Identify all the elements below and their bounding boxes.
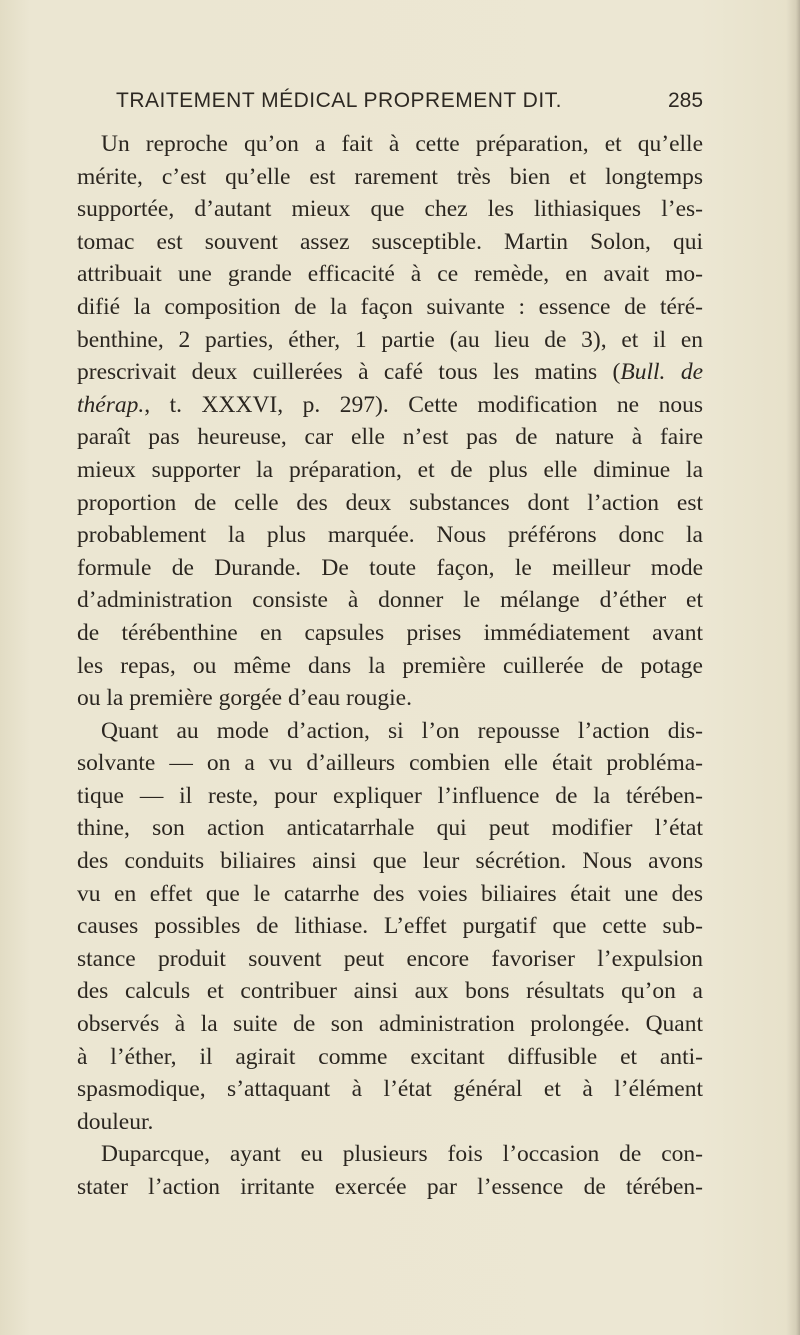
- body-text: [77, 128, 703, 1204]
- journal-reference: Bull. de: [620, 359, 704, 386]
- text-line: stance produit souvent peut encore favoriser l’expulsion: [77, 945, 703, 972]
- text-line: Quant au mode d’action, si l’on repousse l’action dis-: [101, 717, 703, 744]
- text-line: tomac est souvent assez susceptible. Martin Solon, qui: [77, 228, 703, 255]
- text-line: Un reproche qu’on a fait à cette préparation, et qu’elle: [101, 131, 703, 157]
- text-line-with-reference: [77, 389, 703, 422]
- text-line: à l’éther, il agirait comme excitant diffusible et anti-: [77, 1043, 703, 1070]
- page-edge-shadow: [786, 0, 800, 1335]
- text-line: proportion de celle des deux substances dont l’action est: [77, 489, 703, 516]
- text-line-with-reference: [77, 356, 703, 389]
- text-line: paraît pas heureuse, car elle n’est pas de nature à faire: [77, 424, 703, 451]
- text-line: benthine, 2 parties, éther, 1 partie (au lieu de 3), et il en: [77, 326, 703, 353]
- text-line: des conduits biliaires ainsi que leur sécrétion. Nous avons: [77, 848, 703, 875]
- text-line: de térébenthine en capsules prises immédiatement avant: [77, 619, 703, 646]
- text-line: probablement la plus marquée. Nous préférons donc la: [77, 522, 703, 549]
- running-head-title: TRAITEMENT MÉDICAL PROPREMENT DIT.: [116, 89, 562, 112]
- text-line: stater l’action irritante exercée par l’essence de térében-: [77, 1174, 703, 1200]
- paragraph-3: [77, 1138, 703, 1203]
- text-line: causes possibles de lithiase. L’effet purgatif que cette sub-: [77, 913, 703, 940]
- paragraph-2: [77, 715, 703, 1139]
- text-line: tique — il reste, pour expliquer l’influence de la térében-: [77, 782, 703, 809]
- text-line: vu en effet que le catarrhe des voies biliaires était une des: [77, 880, 703, 907]
- journal-reference-cont: thérap.: [77, 391, 145, 418]
- text-line: mérite, c’est qu’elle est rarement très bien et longtemps: [77, 163, 703, 190]
- text-line: les repas, ou même dans la première cuillerée de potage: [77, 652, 703, 679]
- text-segment: , t. XXXVI, p. 297). Cette modification ne nous: [144, 391, 703, 418]
- text-line: ou la première gorgée d’eau rougie.: [77, 685, 412, 712]
- running-head: [0, 86, 800, 116]
- text-line: spasmodique, s’attaquant à l’état général et à l’élément: [77, 1076, 703, 1103]
- text-line: mieux supporter la préparation, et de plus elle diminue la: [77, 456, 703, 483]
- text-line: d’administration consiste à donner le mélange d’éther et: [77, 587, 703, 614]
- text-line: douleur.: [77, 1108, 154, 1135]
- text-line: supportée, d’autant mieux que chez les lithiasiques l’es-: [77, 196, 703, 223]
- text-line: formule de Durande. De toute façon, le meilleur mode: [77, 554, 703, 581]
- text-line: difié la composition de la façon suivante : essence de téré-: [77, 293, 703, 320]
- text-line: attribuait une grande efficacité à ce remède, en avait mo-: [77, 261, 703, 288]
- page-number: 285: [668, 89, 704, 112]
- text-line: Duparcque, ayant eu plusieurs fois l’occasion de con-: [101, 1141, 703, 1168]
- text-segment: prescrivait deux cuillerées à café tous les matins (: [77, 359, 621, 386]
- text-line: thine, son action anticatarrhale qui peut modifier l’état: [77, 815, 703, 842]
- text-line: des calculs et contribuer ainsi aux bons résultats qu’on a: [77, 978, 703, 1005]
- text-line: observés à la suite de son administration prolongée. Quant: [77, 1011, 703, 1038]
- text-line: solvante — on a vu d’ailleurs combien elle était probléma-: [77, 750, 703, 777]
- paragraph-1: [77, 128, 703, 715]
